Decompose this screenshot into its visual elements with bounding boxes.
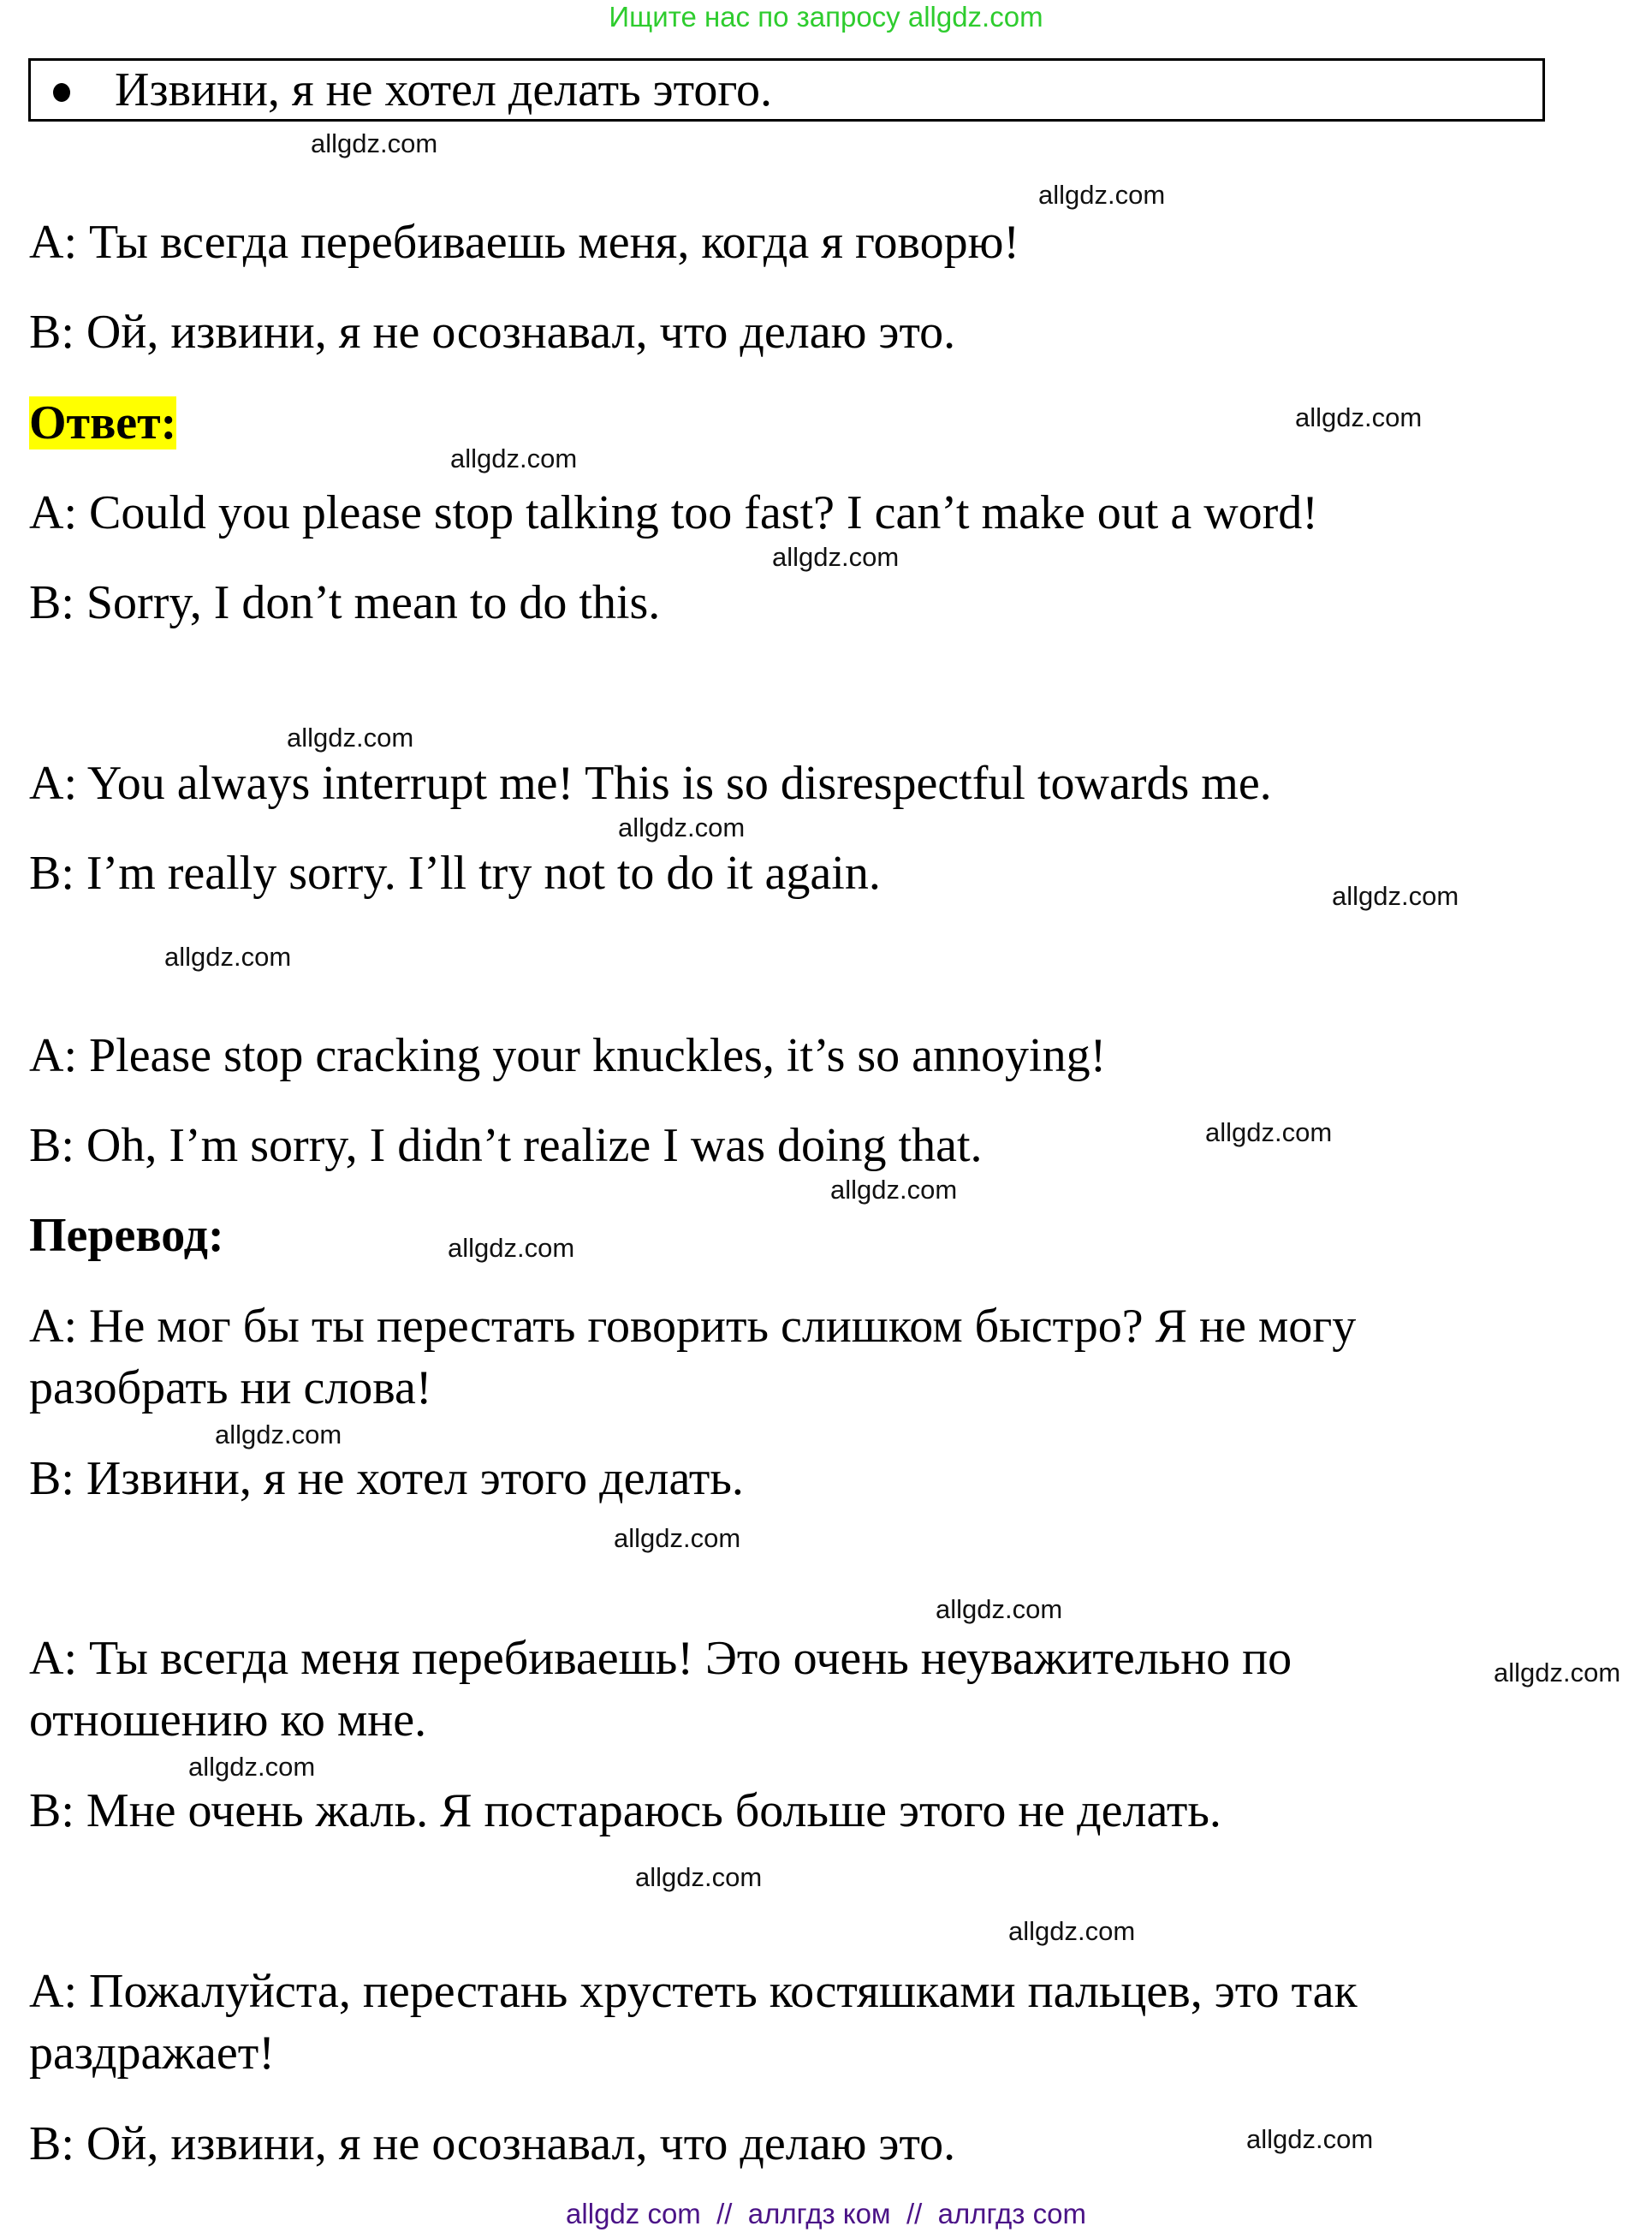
- watermark: allgdz.com: [1246, 2124, 1374, 2154]
- watermark: allgdz.com: [287, 723, 414, 753]
- watermark: allgdz.com: [772, 542, 900, 572]
- watermark: allgdz.com: [614, 1523, 741, 1553]
- watermark: allgdz.com: [830, 1175, 958, 1205]
- watermark: allgdz.com: [450, 443, 578, 473]
- answer-heading-text: Ответ:: [29, 396, 177, 449]
- watermark: allgdz.com: [635, 1862, 763, 1892]
- watermark: allgdz.com: [188, 1752, 316, 1782]
- watermark: allgdz.com: [1494, 1658, 1621, 1687]
- footer-links[interactable]: allgdz com // аллгдз ком // аллгдз com: [566, 2198, 1086, 2229]
- watermark: allgdz.com: [936, 1594, 1063, 1624]
- watermark: allgdz.com: [215, 1420, 342, 1449]
- example-line: A: Ты всегда перебиваешь меня, когда я говорю!: [29, 216, 1020, 269]
- translation-line: A: Пожалуйста, перестань хрустеть костяшками пальцев, это так раздражает!: [29, 1965, 1358, 2080]
- watermark: allgdz.com: [448, 1233, 575, 1263]
- translation-line: A: Не мог бы ты перестать говорить слишком быстро? Я не могу разобрать ни слова!: [29, 1300, 1357, 1414]
- answer-line: B: Oh, I’m sorry, I didn’t realize I was doing that.: [29, 1119, 983, 1172]
- answer-line: A: Could you please stop talking too fast? I can’t make out a word!: [29, 486, 1318, 539]
- watermark: allgdz.com: [618, 812, 746, 842]
- search-hint-header: Ищите нас по запросу allgdz.com: [609, 1, 1043, 33]
- phrase-text: Извини, я не хотел делать этого.: [115, 63, 772, 116]
- watermark: allgdz.com: [1205, 1117, 1333, 1147]
- answer-line: B: I’m really sorry. I’ll try not to do it again.: [29, 847, 881, 900]
- watermark: allgdz.com: [164, 942, 292, 972]
- watermark: allgdz.com: [1008, 1916, 1136, 1946]
- translation-heading: Перевод:: [29, 1209, 224, 1262]
- watermark: allgdz.com: [1332, 881, 1459, 911]
- translation-line: B: Ой, извини, я не осознавал, что делаю это.: [29, 2117, 956, 2170]
- answer-line: A: Please stop cracking your knuckles, it’s so annoying!: [29, 1029, 1107, 1082]
- example-line: B: Ой, извини, я не осознавал, что делаю это.: [29, 306, 956, 359]
- watermark: allgdz.com: [311, 128, 438, 158]
- answer-line: A: You always interrupt me! This is so disrespectful towards me.: [29, 757, 1272, 810]
- translation-line: B: Мне очень жаль. Я постараюсь больше этого не делать.: [29, 1784, 1221, 1837]
- answer-heading: [29, 396, 176, 450]
- bullet-icon: [53, 83, 70, 102]
- phrase-box: [28, 58, 1545, 122]
- watermark: allgdz.com: [1038, 180, 1166, 210]
- watermark: allgdz.com: [1295, 402, 1423, 432]
- translation-line: A: Ты всегда меня перебиваешь! Это очень неуважительно по отношению ко мне.: [29, 1632, 1292, 1747]
- answer-line: B: Sorry, I don’t mean to do this.: [29, 576, 661, 629]
- translation-line: B: Извини, я не хотел этого делать.: [29, 1452, 744, 1505]
